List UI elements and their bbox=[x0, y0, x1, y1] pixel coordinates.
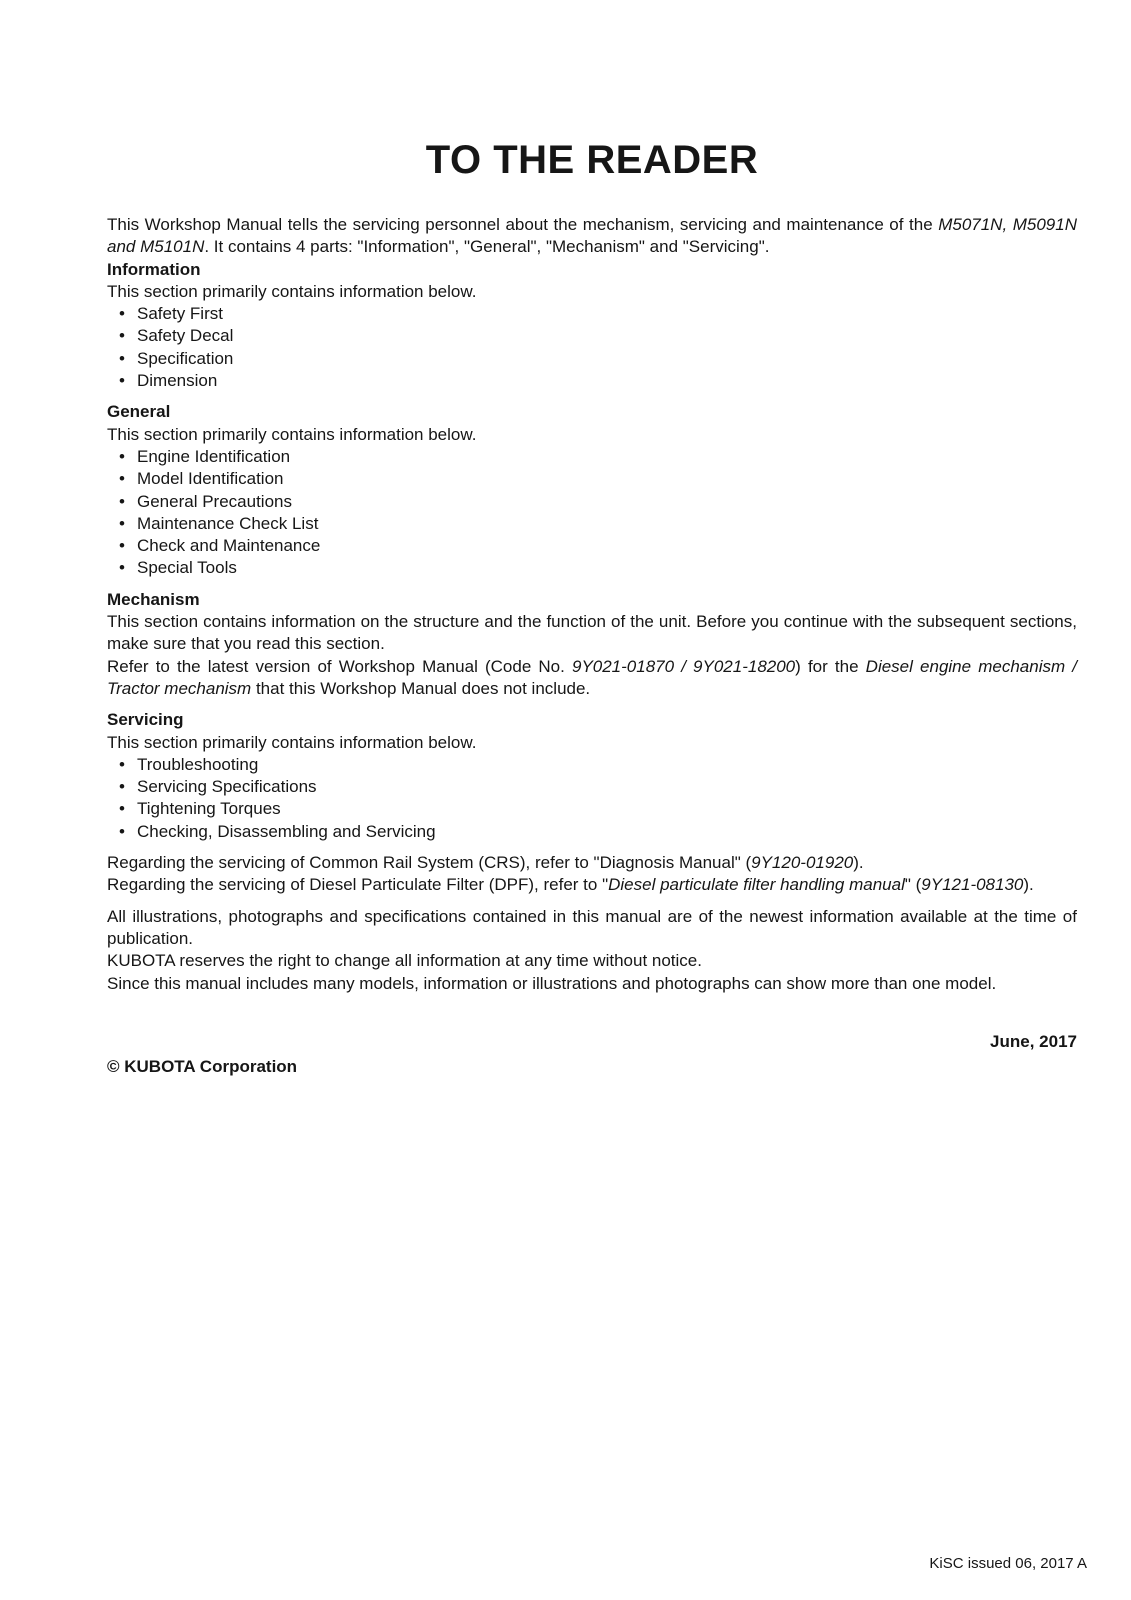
bullet-list bbox=[107, 446, 1077, 580]
bullet-text: Check and Maintenance bbox=[137, 536, 321, 556]
paragraph bbox=[107, 973, 1077, 995]
paragraph bbox=[107, 656, 1077, 701]
paragraph bbox=[107, 852, 1077, 874]
text-run: ). bbox=[853, 853, 864, 873]
page-title: TO THE READER bbox=[425, 138, 759, 182]
bullet-marker: • bbox=[119, 371, 125, 391]
bullet-marker: • bbox=[119, 304, 125, 324]
italic-text-run: Diesel engine mechanism / Tractor mechanism bbox=[107, 656, 1077, 698]
paragraph bbox=[107, 732, 1077, 754]
italic-text-run: Diesel particulate filter handling manual bbox=[608, 875, 905, 895]
bullet-list bbox=[107, 754, 1077, 843]
bullet-marker: • bbox=[119, 558, 125, 578]
bullet-item bbox=[107, 370, 1077, 392]
text-run: ) for the bbox=[795, 656, 866, 676]
publication-date: June, 2017 bbox=[990, 1031, 1077, 1051]
section-heading: Servicing bbox=[107, 710, 184, 730]
bullet-list bbox=[107, 303, 1077, 392]
bullet-item bbox=[107, 821, 1077, 843]
paragraph bbox=[107, 281, 1077, 303]
bullet-item bbox=[107, 468, 1077, 490]
copyright-notice: © KUBOTA Corporation bbox=[107, 1057, 298, 1077]
paragraph bbox=[107, 874, 1077, 896]
italic-text-run: 9Y021-01870 / 9Y021-18200 bbox=[571, 656, 796, 676]
bullet-item bbox=[107, 513, 1077, 535]
bullet-item bbox=[107, 325, 1077, 347]
text-run: Regarding the servicing of Common Rail System (CRS), refer to "Diagnosis Manual" ( bbox=[107, 853, 752, 873]
document-page bbox=[107, 138, 1077, 1078]
bullet-text: Safety Decal bbox=[137, 326, 234, 346]
italic-text-run: 9Y120-01920 bbox=[751, 853, 854, 873]
text-run: Refer to the latest version of Workshop Manual (Code No. bbox=[107, 656, 572, 676]
bullet-marker: • bbox=[119, 513, 125, 533]
text-run: All illustrations, photographs and specifications contained in this manual are of the newest information available at the time of publication. bbox=[107, 906, 1077, 948]
issue-footer: KiSC issued 06, 2017 A bbox=[929, 1555, 1087, 1572]
bullet-marker: • bbox=[119, 821, 125, 841]
bullet-text: Servicing Specifications bbox=[137, 777, 317, 797]
bullet-text: Safety First bbox=[137, 304, 223, 324]
bullet-text: Engine Identification bbox=[137, 446, 291, 466]
text-run: " ( bbox=[904, 875, 922, 895]
bullet-marker: • bbox=[119, 799, 125, 819]
bullet-marker: • bbox=[119, 348, 125, 368]
bullet-marker: • bbox=[119, 469, 125, 489]
text-run: This Workshop Manual tells the servicing personnel about the mechanism, servicing and maintenance of the bbox=[107, 215, 939, 234]
bullet-item bbox=[107, 557, 1077, 579]
section-heading: Information bbox=[107, 259, 201, 279]
text-run: that this Workshop Manual does not include. bbox=[251, 678, 591, 698]
text-run: KUBOTA reserves the right to change all information at any time without notice. bbox=[107, 951, 702, 971]
bullet-text: Maintenance Check List bbox=[137, 513, 319, 533]
bullet-text: General Precautions bbox=[137, 491, 292, 511]
bullet-marker: • bbox=[119, 326, 125, 346]
bullet-item bbox=[107, 303, 1077, 325]
bullet-text: Model Identification bbox=[137, 469, 284, 489]
bullet-text: Checking, Disassembling and Servicing bbox=[137, 821, 436, 841]
bullet-marker: • bbox=[119, 446, 125, 466]
paragraph bbox=[107, 950, 1077, 972]
bullet-item bbox=[107, 776, 1077, 798]
bullet-text: Troubleshooting bbox=[137, 754, 259, 774]
italic-text-run: M5071N, M5091N and M5101N bbox=[107, 215, 1077, 257]
bullet-text: Dimension bbox=[137, 371, 218, 391]
text-run: ). bbox=[1023, 875, 1034, 895]
bullet-item bbox=[107, 446, 1077, 468]
paragraph bbox=[107, 424, 1077, 446]
italic-text-run: 9Y121-08130 bbox=[921, 875, 1024, 895]
bullet-text: Special Tools bbox=[137, 558, 237, 578]
bullet-item bbox=[107, 491, 1077, 513]
bullet-text: Tightening Torques bbox=[137, 799, 281, 819]
bullet-item bbox=[107, 754, 1077, 776]
bullet-item bbox=[107, 535, 1077, 557]
bullet-marker: • bbox=[119, 491, 125, 511]
bullet-item bbox=[107, 798, 1077, 820]
paragraph bbox=[107, 906, 1077, 951]
paragraph bbox=[107, 611, 1077, 656]
bullet-text: Specification bbox=[137, 348, 234, 368]
text-run: This section primarily contains information below. bbox=[107, 732, 477, 752]
bullet-marker: • bbox=[119, 754, 125, 774]
bullet-marker: • bbox=[119, 536, 125, 556]
text-run: Regarding the servicing of Diesel Particulate Filter (DPF), refer to " bbox=[107, 875, 609, 895]
paragraph bbox=[107, 214, 1077, 259]
document-body bbox=[107, 214, 1077, 995]
text-run: . It contains 4 parts: "Information", "General", "Mechanism" and "Servicing". bbox=[204, 237, 770, 257]
text-run: Since this manual includes many models, information or illustrations and photographs can show more than one model. bbox=[107, 973, 997, 993]
section-heading: General bbox=[107, 402, 171, 422]
bullet-item bbox=[107, 348, 1077, 370]
section-heading: Mechanism bbox=[107, 589, 200, 609]
bullet-marker: • bbox=[119, 777, 125, 797]
text-run: This section primarily contains information below. bbox=[107, 281, 477, 301]
text-run: This section primarily contains information below. bbox=[107, 424, 477, 444]
text-run: This section contains information on the structure and the function of the unit. Before you continue with the subsequent sections, make sure that you read this section. bbox=[107, 612, 1077, 654]
